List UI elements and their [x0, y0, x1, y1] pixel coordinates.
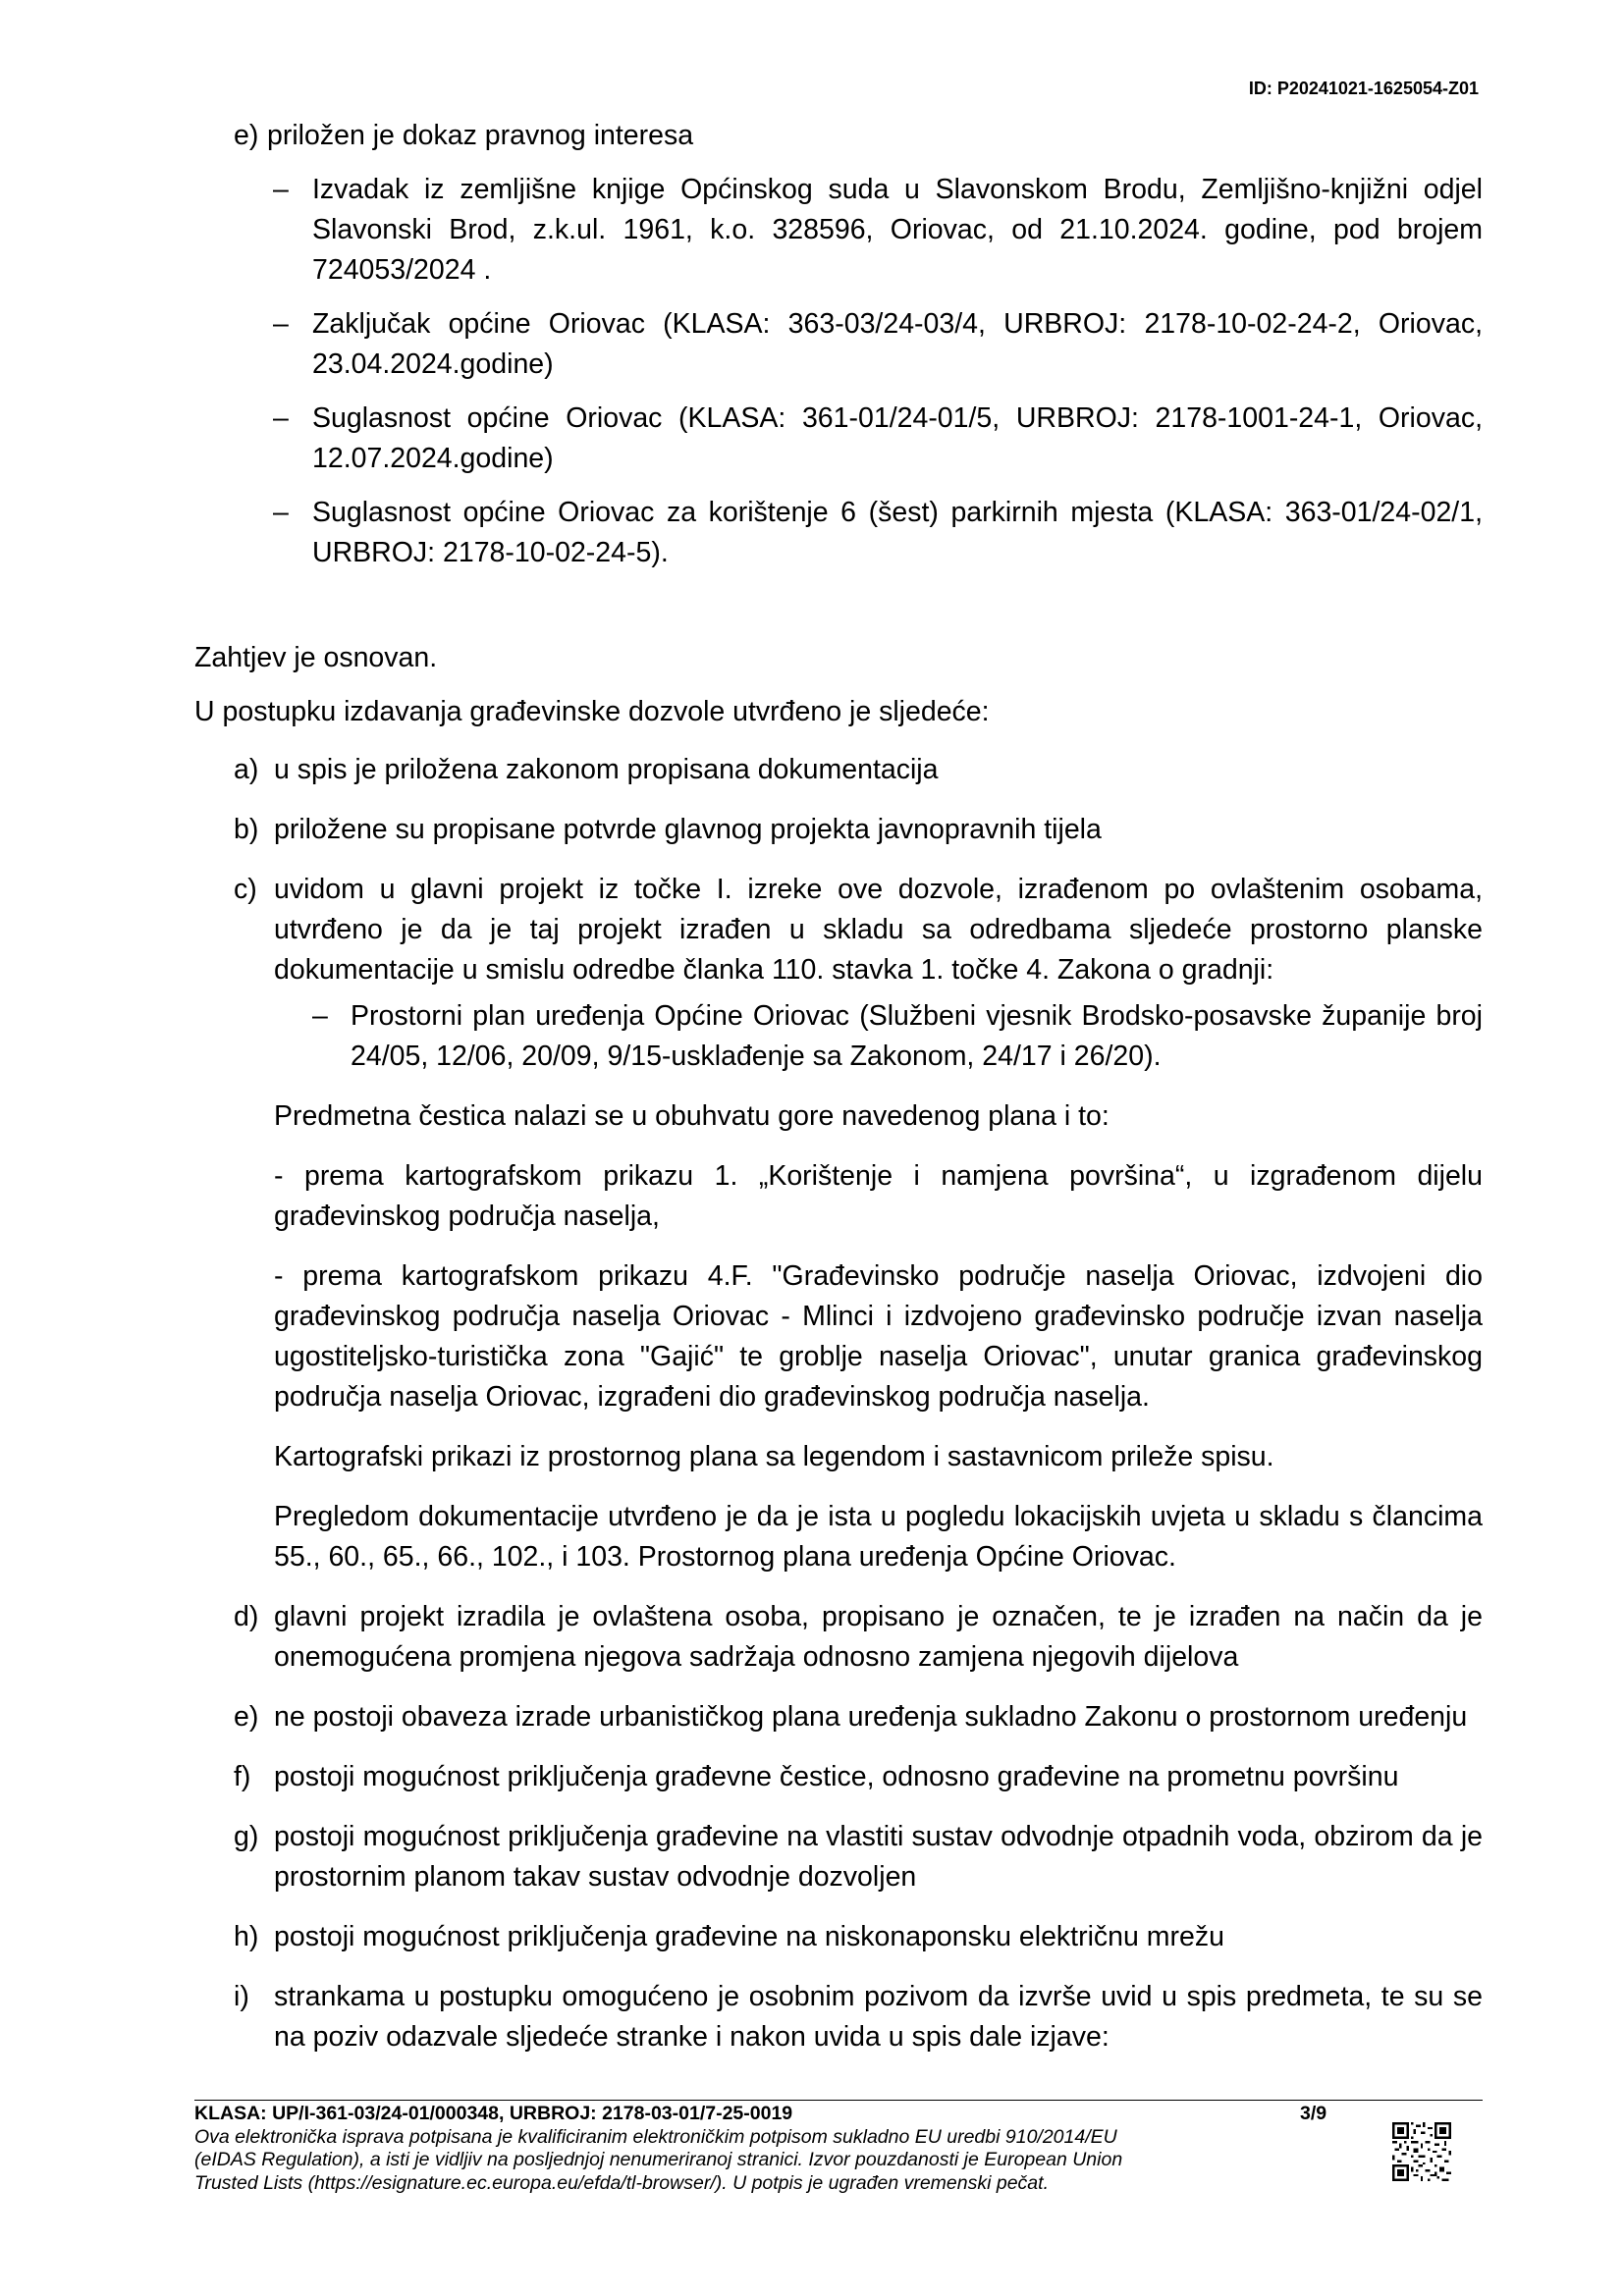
dash-item-text: Zaključak općine Oriovac (KLASA: 363-03/24-03/4, URBROJ: 2178-10-02-24-2, Oriovac, 23.04.2024.godine)	[312, 308, 1483, 380]
dash-item-text: Suglasnost općine Oriovac (KLASA: 361-01/24-01/5, URBROJ: 2178-1001-24-1, Oriovac, 12.07.2024.godine)	[312, 402, 1483, 474]
list-item-text: u spis je priložena zakonom propisana dokumentacija	[274, 754, 939, 785]
list-item-d	[194, 1597, 1483, 1678]
list-marker: i)	[234, 1981, 249, 2012]
dash-item	[194, 304, 1483, 385]
list-item-e-legal-interest	[194, 116, 1483, 156]
paragraph-map-4f: - prema kartografskom prikazu 4.F. "Građevinsko područje naselja Oriovac, izdvojeni dio građevinskog područja naselja Oriovac - Mlinci i izdvojeno građevinsko područje izvan naselja ugostiteljsko-turistička zona "Gajić" te groblje naselja Oriovac", unutar granica građevinskog područja naselja Oriovac, izgrađeni dio građevinskog područja naselja.	[274, 1260, 1483, 1413]
list-marker: g)	[234, 1821, 259, 1852]
list-item-text: postoji mogućnost priključenja građevine na niskonaponsku električnu mrežu	[274, 1921, 1224, 1952]
list-item-h	[194, 1917, 1483, 1957]
dash-item	[194, 170, 1483, 291]
paragraph-documentation-review: Pregledom dokumentacije utvrđeno je da je ista u pogledu lokacijskih uvjeta u skladu s člancima 55., 60., 65., 66., 102., i 103. Prostornog plana uređenja Općine Oriovac.	[274, 1501, 1483, 1573]
list-item-c	[194, 870, 1483, 990]
list-item-text: priložene su propisane potvrde glavnog projekta javnopravnih tijela	[274, 814, 1102, 845]
dash-item-spatial-plan	[194, 996, 1483, 1077]
list-marker: a)	[234, 754, 259, 785]
qr-code-icon	[1392, 2122, 1451, 2181]
list-item-text: priložen je dokaz pravnog interesa	[267, 120, 694, 151]
footer	[194, 2103, 1327, 2195]
document-body	[194, 116, 1483, 2077]
paragraph-map-1: - prema kartografskom prikazu 1. „Korištenje i namjena površina“, u izgrađenom dijelu građevinskog područja naselja,	[274, 1160, 1483, 1232]
dash-item	[194, 399, 1483, 479]
list-item-text: ne postoji obaveza izrade urbanističkog plana uređenja sukladno Zakonu o prostornom uređenju	[274, 1701, 1468, 1733]
list-item-i	[194, 1977, 1483, 2057]
list-item-text: glavni projekt izradila je ovlaštena osoba, propisano je označen, te je izrađen na način da je onemogućena promjena njegova sadržaja odnosno zamjena njegovih dijelova	[274, 1601, 1483, 1673]
footer-divider	[194, 2100, 1483, 2101]
paragraph-map-attachments: Kartografski prikazi iz prostornog plana sa legendom i sastavnicom prileže spisu.	[274, 1441, 1274, 1472]
list-item-a	[194, 750, 1483, 790]
list-marker: h)	[234, 1921, 259, 1952]
dash-marker: –	[273, 497, 289, 528]
list-item-f	[194, 1757, 1483, 1797]
footer-klasa-text: KLASA: UP/I-361-03/24-01/000348, URBROJ: 2178-03-01/7-25-0019	[194, 2103, 793, 2124]
list-item-text: strankama u postupku omogućeno je osobnim pozivom da izvrše uvid u spis predmeta, te su se na poziv odazvale sljedeće stranke i nakon uvida u spis dale izjave:	[274, 1981, 1483, 2053]
document-id: ID: P20241021-1625054-Z01	[1248, 79, 1479, 98]
list-item-text: uvidom u glavni projekt iz točke I. izreke ove dozvole, izrađenom po ovlaštenim osobama, utvrđeno je da je taj projekt izrađen u skladu sa odredbama sljedeće prostorno planske dokumentacije u smislu odredbe članka 110. stavka 1. točke 4. Zakona o gradnji:	[274, 874, 1483, 986]
footer-klasa	[194, 2103, 1327, 2126]
dash-item	[194, 493, 1483, 573]
footer-signature-note-line-1: Ova elektronička isprava potpisana je kvalificiranim elektroničkim potpisom sukladno EU uredbi 910/2014/EU	[194, 2125, 1117, 2148]
list-marker: e)	[234, 1701, 259, 1733]
dash-item-text: Suglasnost općine Oriovac za korištenje 6 (šest) parkirnih mjesta (KLASA: 363-01/24-02/1, URBROJ: 2178-10-02-24-5).	[312, 497, 1483, 568]
footer-signature-note-line-3: Trusted Lists (https://esignature.ec.europa.eu/efda/tl-browser/). U potpis je ugrađen vremenski pečat.	[194, 2171, 1049, 2194]
list-marker: b)	[234, 814, 259, 845]
list-marker: f)	[234, 1761, 251, 1792]
dash-marker: –	[312, 1000, 328, 1032]
list-item-text: postoji mogućnost priključenja građevine na vlastiti sustav odvodnje otpadnih voda, obzirom da je prostornim planom takav sustav odvodnje dozvoljen	[274, 1821, 1483, 1893]
dash-marker: –	[273, 174, 289, 205]
list-marker: d)	[234, 1601, 259, 1632]
dash-marker: –	[273, 402, 289, 434]
paragraph-parcel-scope: Predmetna čestica nalazi se u obuhvatu gore navedenog plana i to:	[274, 1100, 1110, 1132]
list-marker: e)	[234, 120, 259, 151]
list-item-e	[194, 1697, 1483, 1737]
list-marker: c)	[234, 874, 257, 905]
page-number: 3/9	[1300, 2103, 1327, 2124]
dash-item-text: Izvadak iz zemljišne knjige Općinskog suda u Slavonskom Brodu, Zemljišno-knjižni odjel Slavonski Brod, z.k.ul. 1961, k.o. 328596, Oriovac, od 21.10.2024. godine, pod brojem 724053/2024 .	[312, 174, 1483, 286]
list-item-g	[194, 1817, 1483, 1897]
list-item-text: postoji mogućnost priključenja građevne čestice, odnosno građevine na prometnu površinu	[274, 1761, 1399, 1792]
list-item-b	[194, 810, 1483, 850]
footer-signature-note-line-2: (eIDAS Regulation), a isti je vidljiv na posljednjoj nenumeriranoj stranici. Izvor pouzdanosti je European Union	[194, 2149, 1123, 2170]
dash-marker: –	[273, 308, 289, 340]
paragraph-procedure-intro: U postupku izdavanja građevinske dozvole utvrđeno je sljedeće:	[194, 696, 990, 727]
dash-item-text: Prostorni plan uređenja Općine Oriovac (Službeni vjesnik Brodsko-posavske županije broj 24/05, 12/06, 20/09, 9/15-usklađenje sa Zakonom, 24/17 i 26/20).	[351, 1000, 1483, 1072]
paragraph-request-grounded: Zahtjev je osnovan.	[194, 642, 438, 673]
